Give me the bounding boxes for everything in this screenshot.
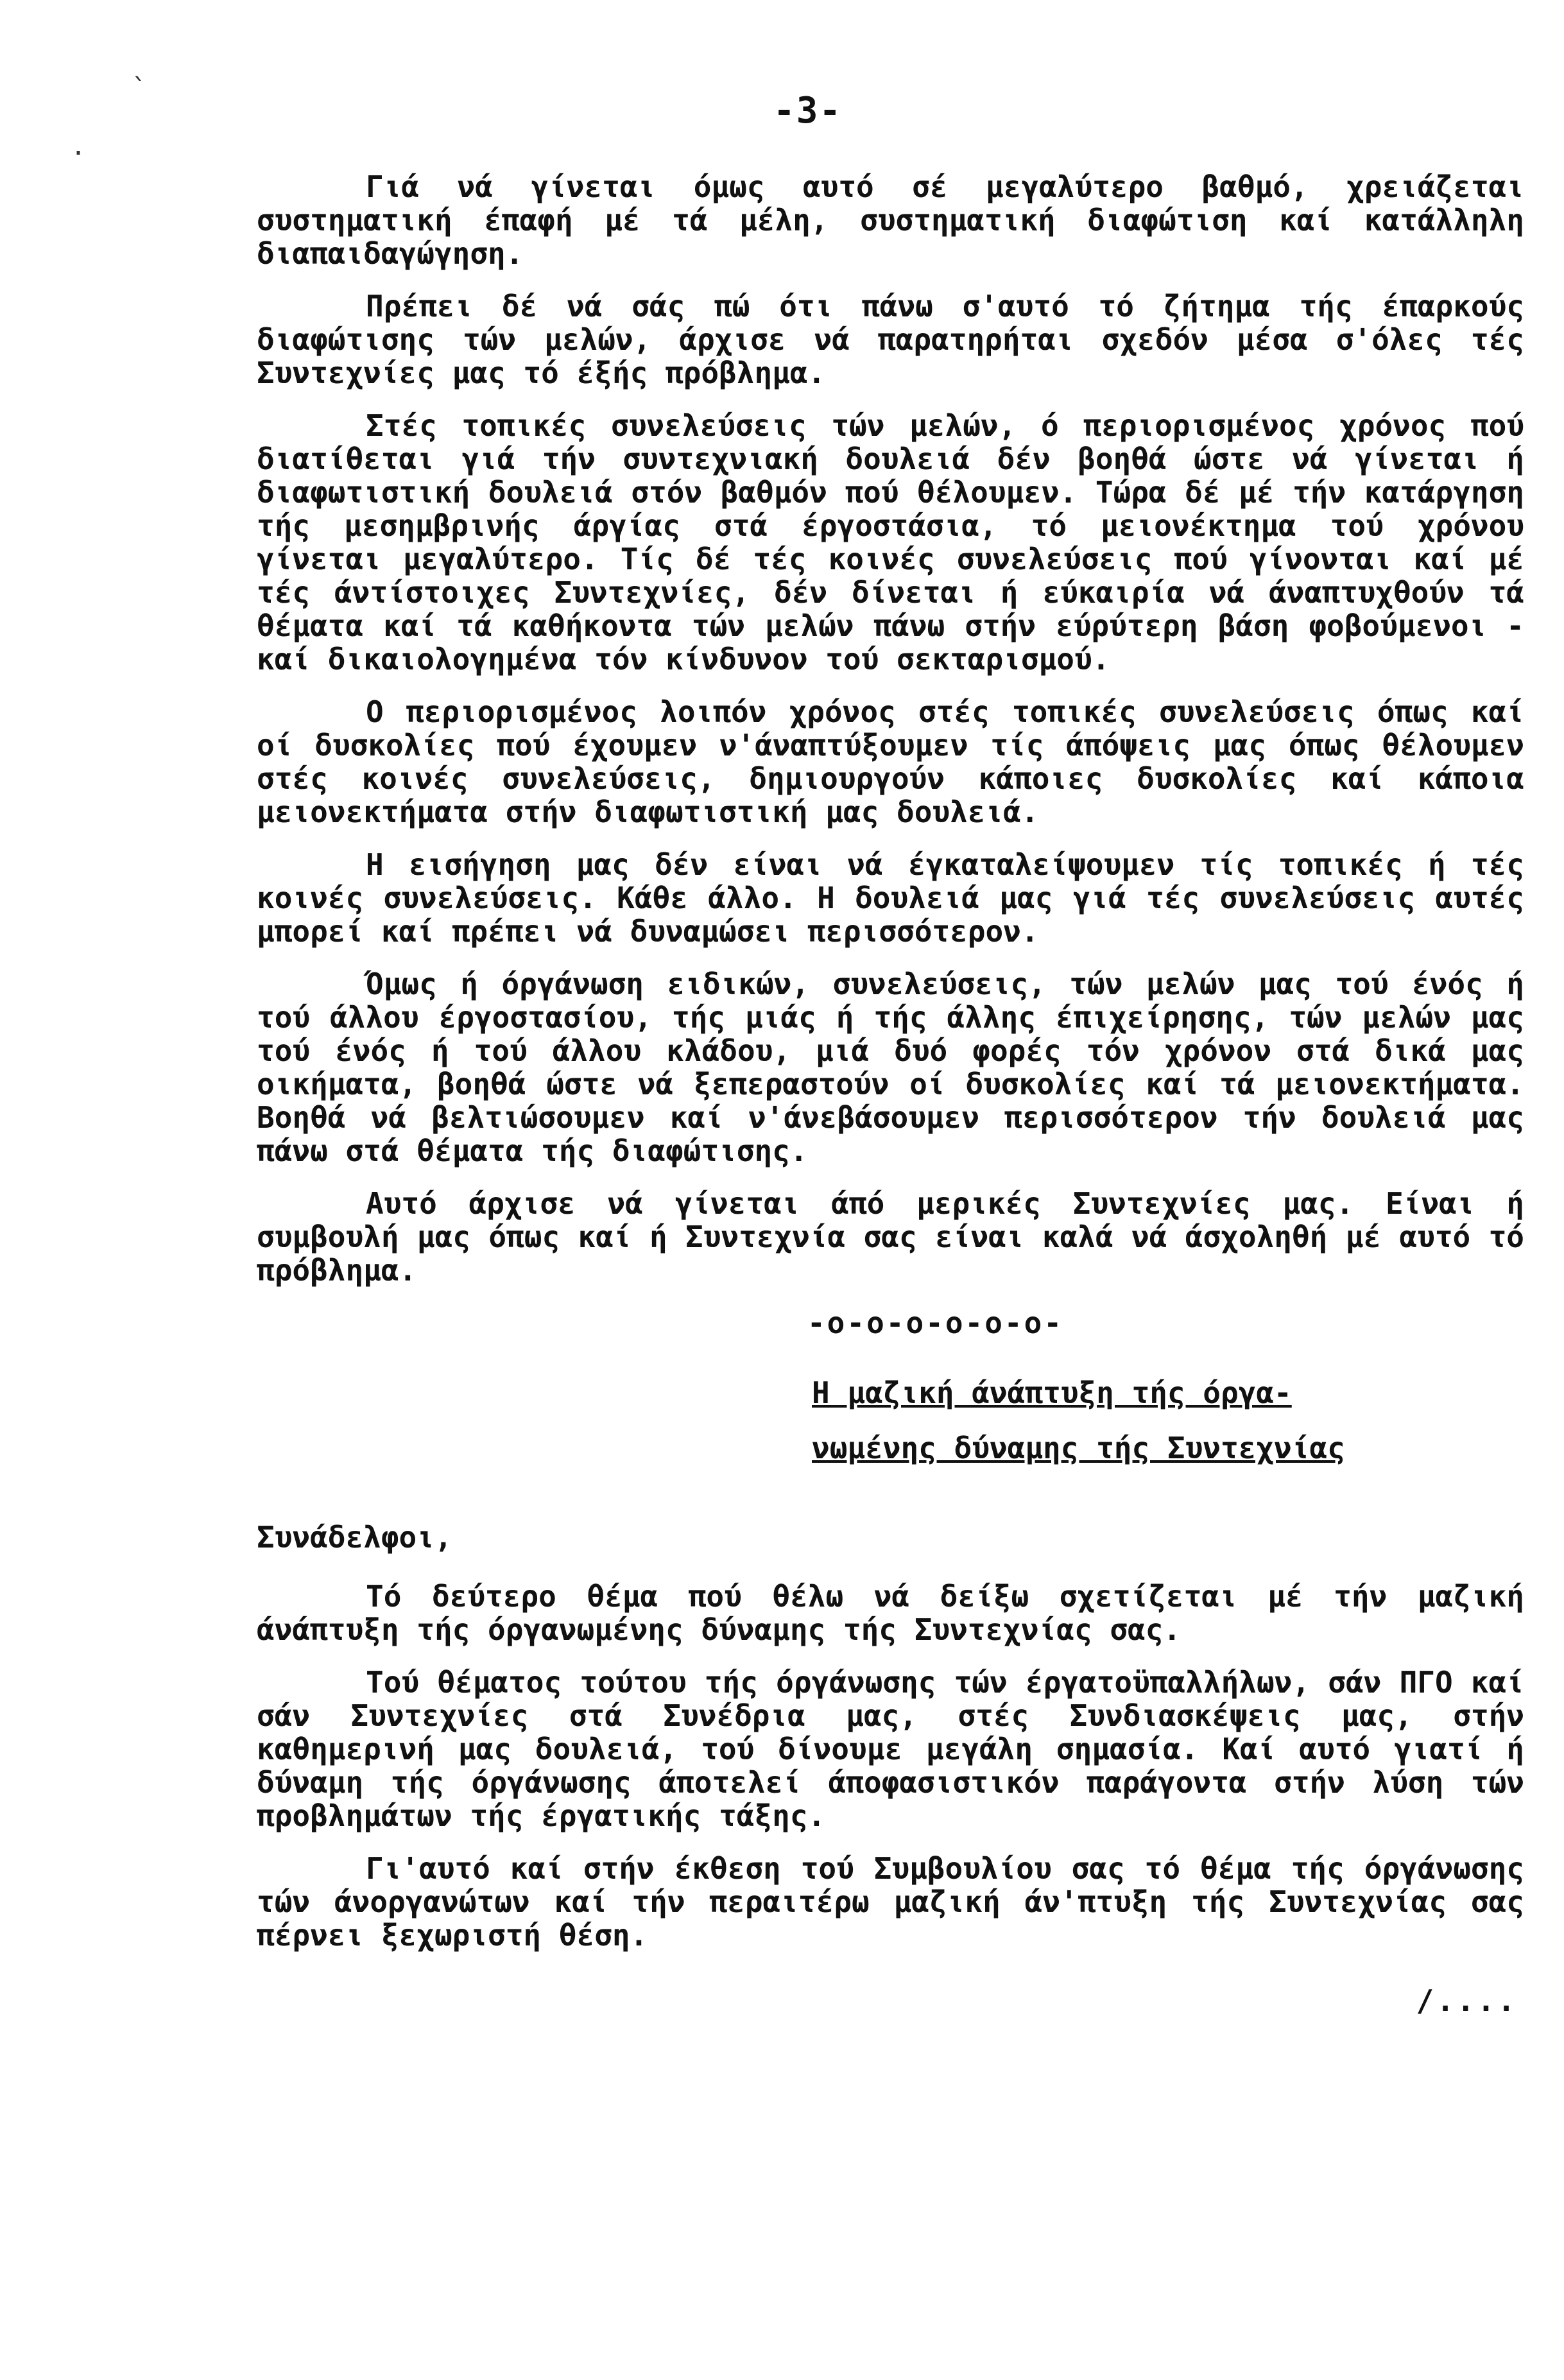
document-body — [257, 170, 1524, 2017]
section-heading-line: Η μαζική άνάπτυξη τής όργα- — [812, 1375, 1292, 1410]
paragraph: Ο περιορισμένος λοιπόν χρόνος στές τοπικές συνελεύσεις όπως καί οί δυσκολίες πού έχουμεν ν'άναπτύξουμεν τίς άπόψεις μας όπως θέλουμεν στές κοινές συνελεύσεις, δημιουργούν κάποιες δυσκολίες καί κάποια μειονεκτήματα στήν διαφωτιστική μας δουλειά. — [257, 694, 1524, 829]
salutation: Συνάδελφοι, — [257, 1520, 452, 1555]
paragraph: Τό δεύτερο θέμα πού θέλω νά δείξω σχετίζεται μέ τήν μαζική άνάπτυξη τής όργανωμένης δύναμης τής Συντεχνίας σας. — [257, 1579, 1524, 1647]
paragraph: Γι'αυτό καί στήν έκθεση τού Συμβουλίου σας τό θέμα τής όργάνωσης τών άνοργανώτων καί τήν περαιτέρω μαζική άν'πτυξη τής Συντεχνίας σας πέρνει ξεχωριστή θέση. — [257, 1851, 1524, 1953]
section-heading-line: νωμένης δύναμης τής Συντεχνίας — [812, 1431, 1345, 1465]
paragraph: Η εισήγηση μας δέν είναι νά έγκαταλείψουμεν τίς τοπικές ή τές κοινές συνελεύσεις. Κάθε άλλο. Η δουλειά μας γιά τές συνελεύσεις αυτές μπορεί καί πρέπει νά δυναμώσει περισσότερον. — [257, 847, 1524, 949]
paragraph: Γιά νά γίνεται όμως αυτό σέ μεγαλύτερο βαθμό, χρειάζεται συστηματική έπαφή μέ τά μέλη, συστηματική διαφώτιση καί κατάλληλη διαπαιδαγώγηση. — [257, 169, 1524, 271]
paragraph: Όμως ή όργάνωση ειδικών, συνελεύσεις, τών μελών μας τού ένός ή τού άλλου έργοστασίου, τής μιάς ή τής άλλης έπιχείρησης, τών μελών μας τού ένός ή τού άλλου κλάδου, μιά δυό φορές τόν χρόνον στά δικά μας οικήματα, βοηθά ώστε νά ξεπεραστούν οί δυσκολίες καί τά μειονεκτήματα. Βοηθά νά βελτιώσουμεν καί ν'άνεβάσουμεν περισσότερον τήν δουλειά μας πάνω στά θέματα τής διαφώτισης. — [257, 967, 1524, 1168]
stray-dot: . — [71, 132, 87, 161]
paragraph: Αυτό άρχισε νά γίνεται άπό μερικές Συντεχνίες μας. Είναι ή συμβουλή μας όπως καί ή Συντεχνία σας είναι καλά νά άσχοληθή μέ αυτό τό πρόβλημα. — [257, 1186, 1524, 1288]
section-heading — [257, 1365, 1524, 1476]
page-number: -3- — [773, 90, 843, 132]
paragraph: Πρέπει δέ νά σάς πώ ότι πάνω σ'αυτό τό ζήτημα τής έπαρκούς διαφώτισης τών μελών, άρχισε νά παρατηρήται σχεδόν μέσα σ'όλες τές Συντεχνίες μας τό έξής πρόβλημα. — [257, 289, 1524, 390]
continuation-mark: /.... — [1416, 1983, 1518, 2018]
paragraph: Στές τοπικές συνελεύσεις τών μελών, ό περιορισμένος χρόνος πού διατίθεται γιά τήν συντεχνιακή δουλειά δέν βοηθά ώστε νά γίνεται ή διαφωτιστική δουλειά στόν βαθμόν πού θέλουμεν. Τώρα δέ μέ τήν κατάργηση τής μεσημβρινής άργίας στά έργοστάσια, τό μειονέκτημα τού χρόνου γίνεται μεγαλύτερο. Τίς δέ τές κοινές συνελεύσεις πού γίνονται καί μέ τές άντίστοιχες Συντεχνίες, δέν δίνεται ή εύκαιρία νά άναπτυχθούν τά θέματα καί τά καθήκοντα τών μελών πάνω στήν εύρύτερη βάση φοβούμενοι - καί δικαιολογημένα τόν κίνδυνον τού σεκταρισμού. — [257, 408, 1524, 677]
section-divider: -o-o-o-o-o-o- — [807, 1306, 1064, 1340]
paragraph: Τού θέματος τούτου τής όργάνωσης τών έργατοϋπαλλήλων, σάν ΠΓΟ καί σάν Συντεχνίες στά Συνέδρια μας, στές Συνδιασκέψεις μας, στήν καθημερινή μας δουλειά, τού δίνουμε μεγάλη σημασία. Καί αυτό γιατί ή δύναμη τής όργάνωσης άποτελεί άποφασιστικόν παράγοντα στήν λύση τών προβλημάτων τής έργατικής τάξης. — [257, 1665, 1524, 1833]
stray-mark: ` — [132, 74, 148, 103]
